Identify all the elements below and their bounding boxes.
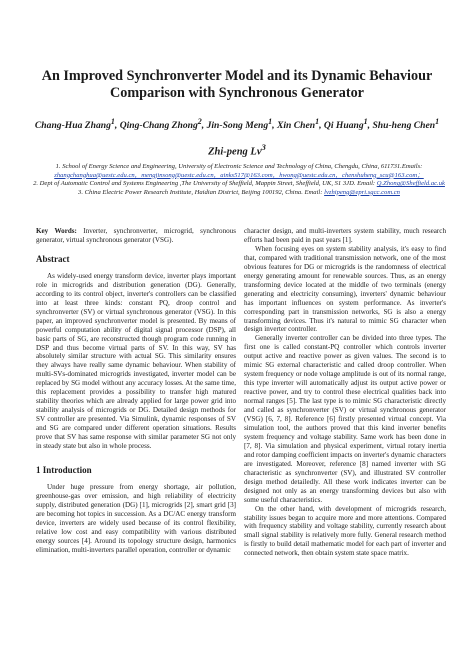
author-entry — [119, 117, 202, 132]
author-name: Zhi-peng Lv — [208, 146, 262, 158]
affiliation-2 — [30, 180, 448, 189]
introduction-heading: 1 Introduction — [36, 464, 92, 475]
author-affiliation-mark: 1 — [363, 117, 368, 126]
title-line-1: An Improved Synchronverter Model and its Dynamic Behaviour — [41, 68, 433, 84]
author-list: Chang-Hua Zhang$^1$, Qing-Chang Zhong$^2$, Jin-Song Meng$^1$, Xin Chen$^1$, Qi Huang$^1$, Shu-heng Chen$^1$ — [34, 117, 440, 132]
affiliation-1 — [30, 163, 448, 180]
author-affiliation-mark: 3 — [261, 142, 266, 152]
author-entry — [34, 117, 115, 132]
author-affiliation-mark: 1 — [315, 117, 320, 126]
author-name: Qi Huang — [323, 120, 364, 132]
author-name: Qing-Chang Zhong — [119, 120, 198, 132]
body-paragraph: On the other hand, with development of microgrids research, stability issues began to acquire more and more attentions. Compared with frequency stability and voltage stability, currently research about small signal stability is relatively more fully. General research method is firstly to build detail mathematic model for each part of inverter and connected network, then obtain system state space matrix. — [244, 504, 446, 558]
title-line-2: Comparison with Synchronous Generator — [110, 85, 364, 101]
keywords-text: Inverter, synchronverter, microgrid, synchronous generator, virtual synchronous generator (VSG). — [36, 227, 236, 244]
keywords-label: Key Words: — [36, 227, 77, 235]
affiliation-2-text: 2. Dept of Automatic Control and Systems Engineering ,The University of Sheffield, Mappin Street, Sheffield, UK, S1 3JD. Email: — [33, 180, 376, 188]
author-name: Xin Chen — [276, 120, 316, 132]
affiliation-1-text: 1. School of Energy Science and Engineering, University of Electronic Science and Technology of China, Chengdu, China, 611731.Emails: — [55, 163, 423, 170]
abstract-heading: Abstract — [36, 253, 70, 264]
author-affiliation-mark: 1 — [435, 117, 440, 126]
author-entry — [206, 117, 273, 132]
affiliation-1-emails[interactable]: zhangchanghua@uestc.edu.cn，mengjinsong@uestc.edu.cn，ainks517@163.com，hwong@uestc.edu.cn，chenshuheng_scu@163.com； — [54, 171, 424, 179]
paper-title — [14, 68, 460, 102]
body-paragraph: character design, and multi-inverters system stability, much research efforts had been paid in past years [1]. — [244, 227, 446, 244]
affiliation-3 — [30, 189, 448, 198]
author-affiliation-mark: 1 — [110, 117, 115, 126]
left-column — [36, 227, 236, 555]
abstract-text: As widely-used energy transform device, inverter plays important role in microgrids and distribution generation (DG). Generally, according to its control object, inverter's controllers can be classified into at least three kinds: constant PQ, droop control and synchronverter (SV) or virtual synchronous generator (VSG). In this paper, an improved synchronverter model is presented. By means of powerful computation ability of digital signal processor (DSP), all basic parts of SG, are reconstructed though program code running in DSP and thus become virtual parts of SV. In this way, SV has absolutely similar structure with actual SG. This similarity ensures they always have really same dynamic behaviour. When stability of multi-SVs-dominated microgrids investigated, inverter model can be replaced by SG model without any accuracy losses. At the same time, this replacement provides a possibility to transfer high matured stability theories which are already applied for large power grid into stability analysis of microgrids or DG. Detailed design methods for SV controller are presented. Via Simulink, dynamic responses of SV and SG are compared under different operation situations. Results prove that SV has same response with similar parameter SG not only in steady state but also in whole process. — [36, 271, 236, 451]
author-name: Chang-Hua Zhang — [34, 120, 111, 132]
body-paragraph: When focusing eyes on system stability analysis, it's easy to find that, compared with traditional transmission network, one of the most obvious features for DG or microgrids is the randomness of electrical energy generating amount for renewable sources. Thus, as an energy transforming device located at the middle of two terminals (energy generating and electricity consuming), inverters' dynamic behaviour has important influences on system performance. As inverter's corresponding part in transmission networks, SG is also a energy transforming devices. Thus it's natural to mimic SG character when design inverter controller. — [244, 244, 446, 334]
author-name: Jin-Song Meng — [206, 120, 269, 132]
introduction-text: Under huge pressure from energy shortage, air pollution, greenhouse-gas over emission, and high reliability of electricity supply, distributed generation (DG) [1], microgrids [2], smart grid [3] are becoming hot topics in succession. As a DC/AC energy transform device, inverters are widely used because of its control flexibility, relative low cost and easy compatibility with various distributed energy sources [4]. Around its topology structure design, harmonics elimination, multi-inverters parallel operation, controller or dynamic — [36, 482, 236, 554]
body-paragraph: Generally inverter controller can be divided into three types. The first one is called constant-PQ controller which controls inverter output active and reactive power as given values. The second is to mimic SG external characteristic and called droop controller. When system frequency or node voltage amplitude is out of its normal range, this type inverter will automatically adjust its output active power or reactive power, and try to control these electrical qualities back into normal ranges [5]. The last type is to mimic SG characteristic directly and called as synchronverter (SV) or virtual synchronous generator (VSG) [6, 7, 8]. Reference [6] firstly presented virtual concept. Via simulation tool, the authors proved that this kind inverter benefits system frequency and voltage stability. Same work has been done in [7, 8]. Via simulation and physical experiment, virtual rotary inertia and rotor damping coefficient impacts on inverter's dynamic characters are investigated. Moreover, reference [8] named inverter with SG characteristic as synchronverter (SV), and illustrated SV controller design method detailedly. All these work indicates inverter can be designed not only as an energy transforming devices but also with some useful characteristics. — [244, 334, 446, 504]
affiliation-3-text: 3. China Electric Power Research Institute, Haidian District, Beijing 100192, China. Email: — [78, 188, 323, 196]
right-column — [244, 227, 446, 558]
affiliation-2-email[interactable]: Q.Zhong@Sheffield.ac.uk — [376, 180, 445, 188]
affiliation-3-email[interactable]: lvzhipeng@epri.sgcc.com.cn — [324, 188, 400, 196]
author-entry — [276, 117, 320, 132]
affiliations — [30, 163, 448, 197]
author-name: Shu-heng Chen — [372, 120, 436, 132]
author-entry — [372, 117, 440, 132]
keywords — [36, 227, 236, 245]
author-entry — [323, 117, 368, 132]
author-affiliation-mark: 1 — [268, 117, 273, 126]
author-list-2 — [14, 141, 460, 159]
author-affiliation-mark: 2 — [197, 117, 202, 126]
